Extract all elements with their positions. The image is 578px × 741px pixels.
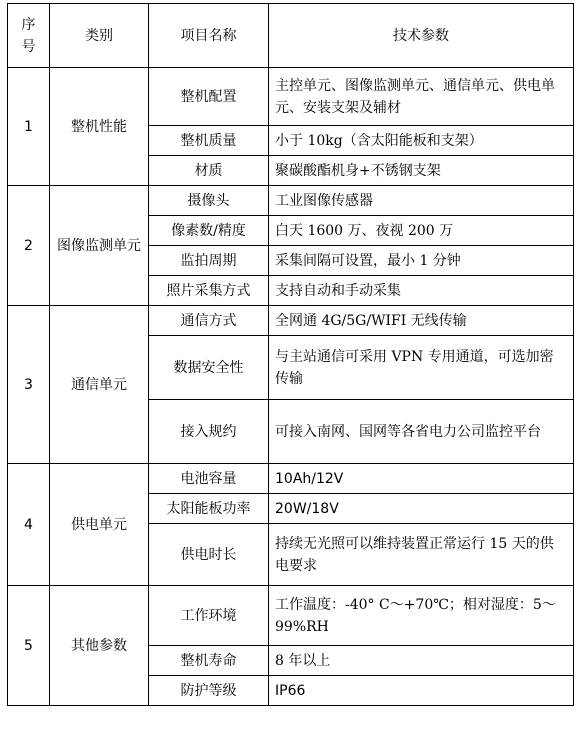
group-no: 5 — [8, 586, 50, 706]
item-param: 主控单元、图像监测单元、通信单元、供电单元、安装支架及辅材 — [269, 68, 574, 126]
table-row — [8, 186, 574, 216]
item-param: 采集间隔可设置，最小 1 分钟 — [269, 246, 574, 276]
item-name: 太阳能板功率 — [149, 494, 269, 524]
item-param: 20W/18V — [269, 494, 574, 524]
group-no: 1 — [8, 68, 50, 186]
group-no: 3 — [8, 306, 50, 464]
item-name: 整机寿命 — [149, 646, 269, 676]
header-row — [8, 4, 574, 68]
item-param: 白天 1600 万、夜视 200 万 — [269, 216, 574, 246]
table-row — [8, 306, 574, 336]
header-item: 项目名称 — [149, 4, 269, 68]
item-name: 工作环境 — [149, 586, 269, 646]
item-name: 像素数/精度 — [149, 216, 269, 246]
item-name: 材质 — [149, 156, 269, 186]
item-param: 与主站通信可采用 VPN 专用通道，可选加密传输 — [269, 336, 574, 400]
item-name: 供电时长 — [149, 524, 269, 586]
item-param: 小于 10kg（含太阳能板和支架） — [269, 126, 574, 156]
item-param: 10Ah/12V — [269, 464, 574, 494]
item-name: 接入规约 — [149, 400, 269, 464]
group-category: 整机性能 — [50, 68, 149, 186]
item-param: 工业图像传感器 — [269, 186, 574, 216]
header-no: 序号 — [8, 4, 50, 68]
item-param: 可接入南网、国网等各省电力公司监控平台 — [269, 400, 574, 464]
item-name: 监拍周期 — [149, 246, 269, 276]
item-name: 数据安全性 — [149, 336, 269, 400]
item-param: 聚碳酸酯机身+不锈钢支架 — [269, 156, 574, 186]
item-name: 通信方式 — [149, 306, 269, 336]
item-name: 整机质量 — [149, 126, 269, 156]
item-name: 照片采集方式 — [149, 276, 269, 306]
table-row — [8, 464, 574, 494]
item-param: 8 年以上 — [269, 646, 574, 676]
item-param: 工作温度：-40° C～+70℃；相对湿度：5～99%RH — [269, 586, 574, 646]
header-param: 技术参数 — [269, 4, 574, 68]
item-name: 摄像头 — [149, 186, 269, 216]
spec-table — [7, 3, 574, 706]
item-param: IP66 — [269, 676, 574, 706]
header-category: 类别 — [50, 4, 149, 68]
group-category: 图像监测单元 — [50, 186, 149, 306]
item-name: 电池容量 — [149, 464, 269, 494]
group-category: 其他参数 — [50, 586, 149, 706]
table-row — [8, 68, 574, 126]
item-param: 支持自动和手动采集 — [269, 276, 574, 306]
item-name: 整机配置 — [149, 68, 269, 126]
item-param: 持续无光照可以维持装置正常运行 15 天的供电要求 — [269, 524, 574, 586]
group-no: 4 — [8, 464, 50, 586]
group-category: 通信单元 — [50, 306, 149, 464]
table-row — [8, 586, 574, 646]
item-param: 全网通 4G/5G/WIFI 无线传输 — [269, 306, 574, 336]
item-name: 防护等级 — [149, 676, 269, 706]
group-category: 供电单元 — [50, 464, 149, 586]
group-no: 2 — [8, 186, 50, 306]
